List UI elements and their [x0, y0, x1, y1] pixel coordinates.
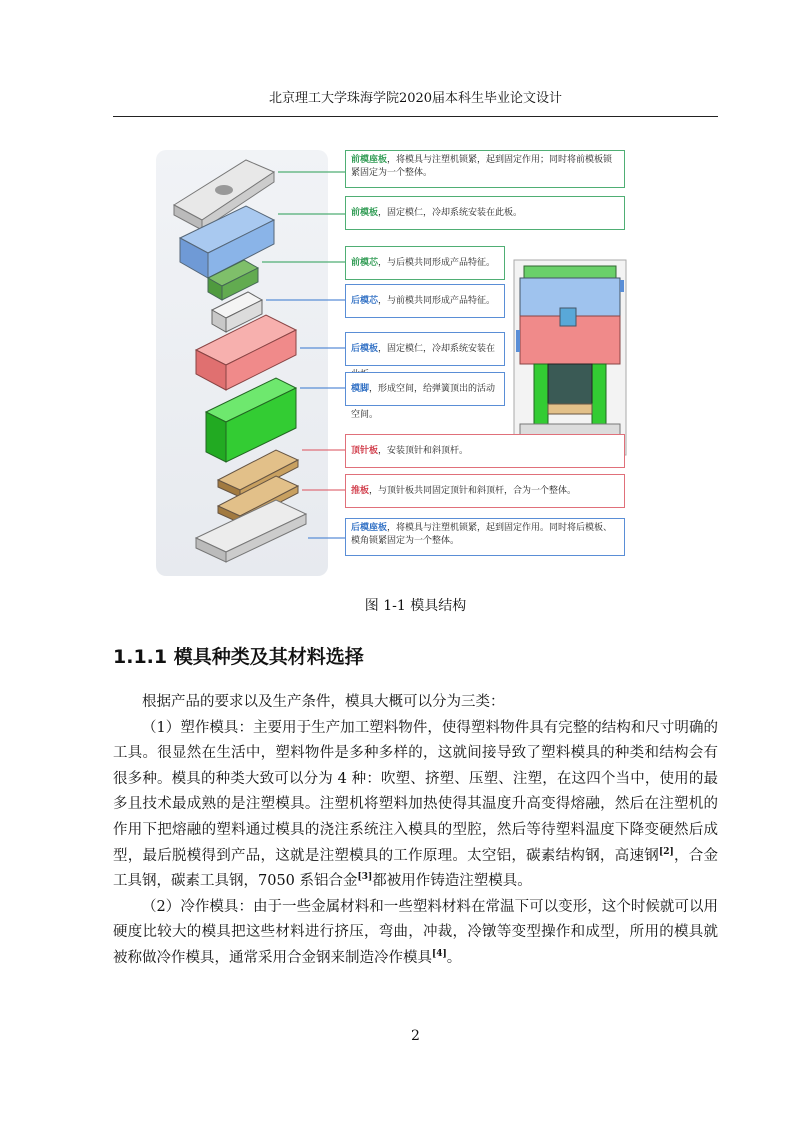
page-number: 2 [411, 1028, 420, 1044]
callout-term: 模脚 [351, 384, 370, 394]
body-text [113, 690, 718, 972]
callout-term: 推板 [351, 486, 370, 496]
callout-desc: ，与后模共同形成产品特征。 [378, 258, 496, 268]
paragraph-text: 都被用作铸造注塑模具。 [372, 873, 532, 890]
paragraph-text: （1）塑作模具：主要用于生产加工塑料物件，使得塑料物件具有完整的结构和尺寸明确的工具。很显然在生活中，塑料物件是多种多样的，这就间接导致了塑料模具的种类和结构会有很多种。模具的种类大致可以分为 4 种：吹塑、挤塑、压塑、注塑，在这四个当中，使用的最多且技术最成熟的是注塑模具。注塑机将塑料加热使得其温度升高变得熔融，然后在注塑机的作用下把熔融的塑料通过模具的浇注系统注入模具的型腔，然后等待塑料温度下降变硬然后成型，最后脱模得到产品，这就是注塑模具的工作原理。太空铝，碳素结构钢，高速钢 [113, 719, 718, 864]
rear-plate-shape [196, 315, 296, 390]
callout-term: 后模座板 [351, 523, 388, 533]
paragraph-text: （2）冷作模具：由于一些金属材料和一些塑料材料在常温下可以变形，这个时候就可以用硬度比较大的模具把这些材料进行挤压，弯曲，冲裁，冷镦等变型操作和成型，所用的模具就被称做冷作模具，通常采用合金钢来制造冷作模具 [113, 898, 718, 966]
callout-desc: ，将模具与注塑机锁紧，起到固定作用；同时将前模板锁紧固定为一个整体。 [351, 155, 613, 178]
callout-term: 前模芯 [351, 258, 379, 268]
mold-structure-figure [156, 150, 631, 578]
callout-rear-core [345, 284, 505, 318]
figure-caption: 图 1-1 模具结构 [364, 598, 467, 614]
callout-rear-plate [345, 332, 505, 366]
callout-push-plate [345, 474, 625, 508]
assembled-mold-section [514, 260, 626, 455]
section-heading: 1.1.1 模具种类及其材料选择 [113, 646, 364, 668]
callout-term: 前模座板 [351, 155, 388, 165]
callout-desc: ，形成空间，给弹簧顶出的活动空间。 [351, 384, 496, 420]
callout-desc: ，固定模仁，冷却系统安装在 [378, 344, 496, 354]
header-rule [113, 116, 718, 117]
support-blocks-shape [206, 378, 296, 462]
paragraph-text: ，合金工具钢，碳素工具钢，7050 系铝合金 [113, 847, 719, 890]
paragraph-cold-work-molds [113, 895, 718, 972]
paragraph-plastic-molds [113, 716, 718, 895]
callout-support-blocks [345, 372, 505, 420]
callout-term: 后模板 [351, 344, 379, 354]
citation-4[interactable]: [4] [432, 949, 447, 960]
callout-front-plate [345, 196, 625, 230]
callout-desc: ，固定模仁，冷却系统安装在此板。 [378, 208, 523, 218]
callout-front-core [345, 246, 505, 280]
callout-desc: ，将模具与注塑机锁紧，起到固定作用。同时将后模板、模角锁紧固定为一个整体。 [351, 523, 613, 546]
callout-desc: ，安装顶针和斜顶杆。 [378, 446, 469, 456]
callout-term: 顶针板 [351, 446, 379, 456]
callout-term: 后模芯 [351, 296, 379, 306]
callout-bottom-clamp-plate [345, 518, 625, 556]
callout-desc: ，与顶针板共同固定顶针和斜顶杆，合为一个整体。 [369, 486, 577, 496]
callout-desc: ，与前模共同形成产品特征。 [378, 296, 496, 306]
page-header: 北京理工大学珠海学院2020届本科生毕业论文设计 [268, 91, 563, 106]
paragraph-intro: 根据产品的要求以及生产条件，模具大概可以分为三类： [142, 694, 505, 710]
callout-top-clamp-plate [345, 150, 625, 188]
citation-2[interactable]: [2] [658, 846, 674, 857]
callout-ejector-plate [345, 434, 625, 468]
paragraph-text: 。 [446, 949, 462, 966]
citation-3[interactable]: [3] [357, 872, 373, 883]
callout-term: 前模板 [351, 208, 379, 218]
